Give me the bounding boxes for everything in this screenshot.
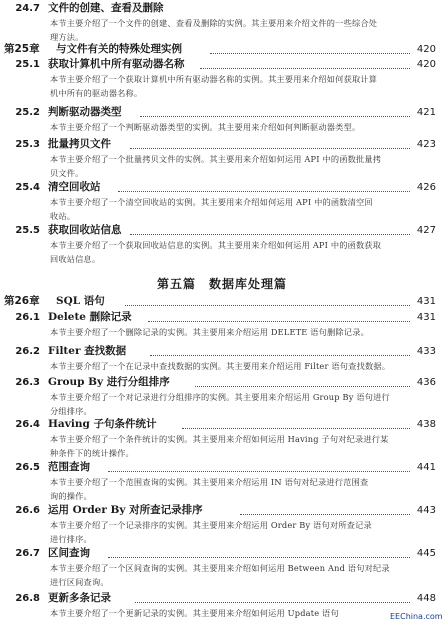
section-title: 获取计算机中所有驱动器名称 <box>48 58 185 70</box>
leader-dots <box>108 471 410 472</box>
description-line: 本节主要介绍了一个区间查询的实例。其主要用来介绍如何运用 Between And 语句对纪录 <box>50 563 390 573</box>
section-number: 26.1 <box>15 312 40 323</box>
page-number: 426 <box>416 182 436 193</box>
description-line: 本节主要介绍了一个在记录中查找数据的实例。其主要用来介绍运用 Filter 语句查找数据。 <box>50 361 391 371</box>
section-title: 清空回收站 <box>48 181 101 193</box>
leader-dots <box>108 557 410 558</box>
section-title: Group By 进行分组排序 <box>48 376 170 388</box>
page-number: 420 <box>416 44 436 55</box>
section-number: 25.1 <box>15 59 40 70</box>
description-line: 进行区间查询。 <box>50 577 109 587</box>
page-number: 421 <box>416 107 436 118</box>
section-title: 文件的创建、查看及删除 <box>48 2 164 14</box>
section-title: 获取回收站信息 <box>48 224 122 236</box>
section-description: 本节主要介绍了一个文件的创建、查看及删除的实例。其主要用来介绍文件的一些综合处 理方法。 <box>50 18 378 42</box>
section-title: 范围查询 <box>48 461 90 473</box>
leader-dots <box>130 148 410 149</box>
page-number: 431 <box>416 296 436 307</box>
description-line: 本节主要介绍了一个更新记录的实例。其主要用来介绍如何运用 Update 语句 <box>50 608 339 618</box>
description-line: 本节主要介绍了一个删除记录的实例。其主要用来介绍运用 DELETE 语句删除记录。 <box>50 327 369 337</box>
section-number: 26.2 <box>15 346 40 357</box>
page-number: 431 <box>416 312 436 323</box>
section-description <box>50 390 430 418</box>
section-description <box>50 238 430 266</box>
leader-dots <box>182 428 410 429</box>
section-description <box>50 325 430 339</box>
section-number: 26.6 <box>15 505 40 516</box>
leader-dots <box>210 53 410 54</box>
section-title: 运用 Order By 对所查记录排序 <box>48 504 203 516</box>
leader-dots <box>148 321 410 322</box>
description-line: 收站。 <box>50 211 76 221</box>
description-line: 分组排序。 <box>50 406 92 416</box>
watermark: EEChina.com <box>390 612 443 621</box>
chapter-number: 第26章 <box>4 295 40 307</box>
chapter-number: 第25章 <box>4 43 40 55</box>
description-line: 本节主要介绍了一个获取回收站信息的实例。其主要用来介绍如何运用 API 中的函数获取 <box>50 240 382 250</box>
leader-dots <box>118 191 410 192</box>
chapter-title: 与文件有关的特殊处理实例 <box>56 43 182 55</box>
part-title: 第五篇 数据库处理篇 <box>156 277 287 291</box>
leader-dots <box>150 355 410 356</box>
page-number: 443 <box>416 505 436 516</box>
description-line: 机中所有的驱动器名称。 <box>50 88 143 98</box>
description-line: 本节主要介绍了一个批量拷贝文件的实例。其主要用来介绍如何运用 API 中的函数批量拷 <box>50 154 382 164</box>
page-number: 420 <box>416 59 436 70</box>
page-number: 448 <box>416 593 436 604</box>
description-line: 询的操作。 <box>50 491 92 501</box>
description-line: 回收站信息。 <box>50 254 101 264</box>
leader-dots <box>240 514 410 515</box>
section-title: Having 子句条件统计 <box>48 418 157 430</box>
leader-dots <box>135 602 410 603</box>
section-number: 24.7 <box>15 3 40 14</box>
section-number: 26.3 <box>15 377 40 388</box>
section-description <box>50 152 430 180</box>
section-description <box>50 432 430 460</box>
leader-dots <box>140 116 410 117</box>
page-number: 441 <box>416 462 436 473</box>
description-line: 本节主要介绍了一个范围查询的实例。其主要用来介绍运用 IN 语句对纪录进行范围查 <box>50 477 369 487</box>
section-description <box>50 120 430 134</box>
section-title: Filter 查找数据 <box>48 345 127 357</box>
page-number: 445 <box>416 548 436 559</box>
page-number: 427 <box>416 225 436 236</box>
description-line: 本节主要介绍了一个对记录进行分组排序的实例。其主要用来介绍运用 Group By 语句进行 <box>50 392 390 402</box>
section-number: 25.4 <box>15 182 40 193</box>
description-line: 本节主要介绍了一个清空回收站的实例。其主要用来介绍如何运用 API 中的函数清空回 <box>50 197 373 207</box>
description-line: 本节主要介绍了一个条件统计的实例。其主要用来介绍如何运用 Having 子句对纪录进行某 <box>50 434 389 444</box>
description-line: 本节主要介绍了一个记录排序的实例。其主要用来介绍运用 Order By 语句对所查记录 <box>50 520 372 530</box>
description-line: 种条件下的统计操作。 <box>50 448 134 458</box>
section-number: 26.5 <box>15 462 40 473</box>
section-description <box>50 359 430 373</box>
description-line: 本节主要介绍了一个判断驱动器类型的实例。其主要用来介绍如何判断驱动器类型。 <box>50 122 361 132</box>
section-description <box>50 561 430 589</box>
section-number: 25.2 <box>15 107 40 118</box>
section-title: Delete 删除记录 <box>48 311 132 323</box>
section-number: 26.4 <box>15 419 40 430</box>
section-title: 区间查询 <box>48 547 90 559</box>
chapter-title: SQL 语句 <box>56 295 105 307</box>
section-number: 25.3 <box>15 139 40 150</box>
section-title: 批量拷贝文件 <box>48 138 111 150</box>
section-title: 更新多条记录 <box>48 592 111 604</box>
page-number: 438 <box>416 419 436 430</box>
description-line: 贝文件。 <box>50 168 84 178</box>
page-number: 436 <box>416 377 436 388</box>
section-number: 26.7 <box>15 548 40 559</box>
section-title: 判断驱动器类型 <box>48 106 122 118</box>
section-number: 26.8 <box>15 593 40 604</box>
section-description <box>50 606 430 620</box>
section-description <box>50 72 430 100</box>
description-line: 本节主要介绍了一个获取计算机中所有驱动器名称的实例。其主要用来介绍如何获取计算 <box>50 74 378 84</box>
leader-dots <box>200 68 410 69</box>
section-description <box>50 475 430 503</box>
leader-dots <box>130 234 410 235</box>
section-number: 25.5 <box>15 225 40 236</box>
leader-dots <box>195 386 410 387</box>
leader-dots <box>125 305 410 306</box>
section-description <box>50 195 430 223</box>
page-number: 433 <box>416 346 436 357</box>
page-number: 423 <box>416 139 436 150</box>
section-description <box>50 518 430 546</box>
description-line: 进行排序。 <box>50 534 92 544</box>
